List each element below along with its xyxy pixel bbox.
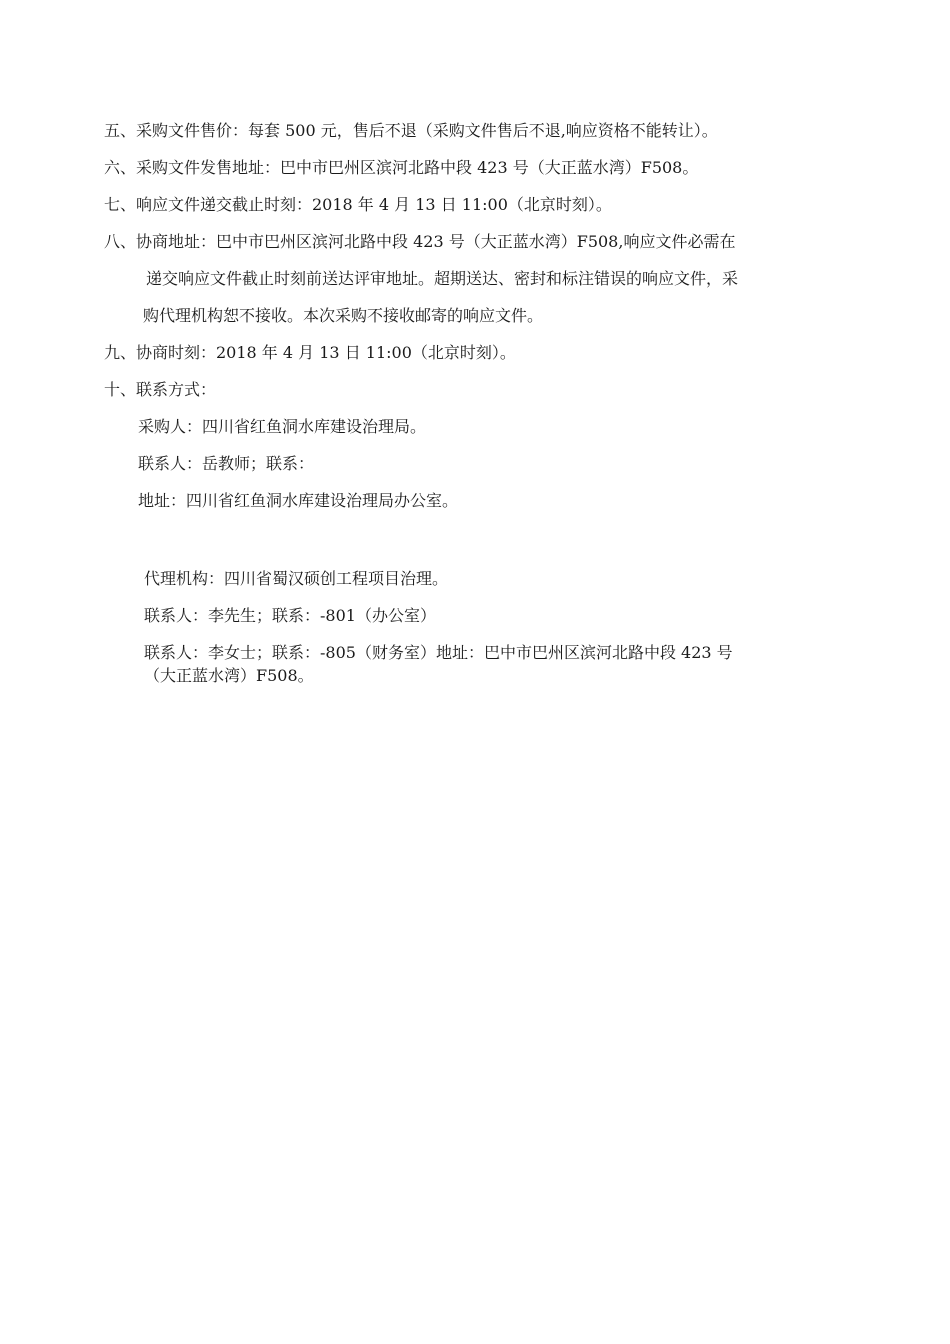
item-negotiation-address-cont-1: 递交响应文件截止时刻前送达评审地址。超期送达、密封和标注错误的响应文件，采 [146,269,739,288]
item-deadline: 七、响应文件递交截止时刻：2018 年 4 月 13 日 11:00（北京时刻）。 [104,195,612,214]
purchaser-address: 地址：四川省红鱼洞水库建设治理局办公室。 [138,491,459,510]
purchaser-name: 采购人：四川省红鱼洞水库建设治理局。 [138,417,427,436]
item-price: 五、采购文件售价：每套 500 元，售后不退（采购文件售后不退,响应资格不能转让）。 [104,121,718,140]
agency-contact-1: 联系人：李先生；联系：-801（办公室） [144,606,436,625]
item-negotiation-address: 八、协商地址：巴中市巴州区滨河北路中段 423 号（大正蓝水湾）F508,响应文件必需在 [104,232,736,251]
item-sale-address: 六、采购文件发售地址：巴中市巴州区滨河北路中段 423 号（大正蓝水湾）F508。 [104,158,699,177]
agency-address-cont: （大正蓝水湾）F508。 [144,666,314,685]
purchaser-contact: 联系人：岳教师；联系： [138,454,315,473]
item-negotiation-time: 九、协商时刻：2018 年 4 月 13 日 11:00（北京时刻）。 [104,343,516,362]
agency-contact-2: 联系人：李女士；联系：-805（财务室）地址：巴中市巴州区滨河北路中段 423 号 [144,643,733,662]
item-negotiation-address-cont-2: 购代理机构恕不接收。本次采购不接收邮寄的响应文件。 [143,306,544,325]
item-contact-heading: 十、联系方式： [104,380,217,399]
agency-name: 代理机构：四川省蜀汉硕创工程项目治理。 [144,569,449,588]
